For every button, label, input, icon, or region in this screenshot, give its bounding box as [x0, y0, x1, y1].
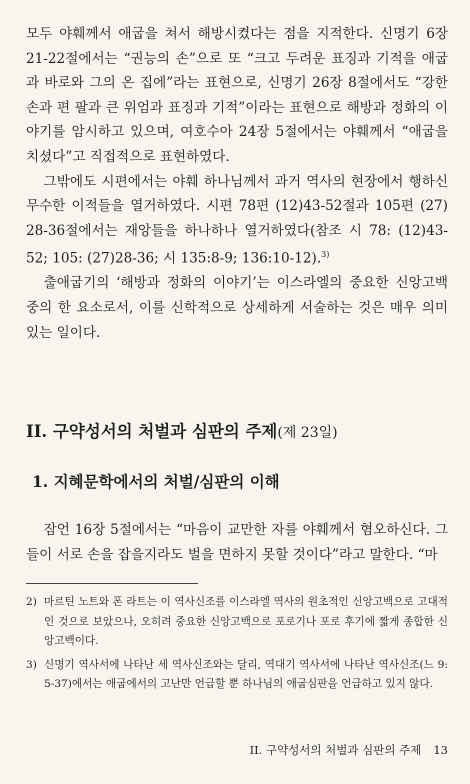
section-title-suffix: (제 23일) [277, 425, 338, 441]
section-heading [26, 418, 448, 442]
body-text [26, 22, 448, 345]
footnote-2 [26, 593, 448, 652]
subsection-heading: 1. 지혜문학에서의 처벌/심판의 이해 [32, 472, 280, 491]
paragraph-4-text-b: ”라고 말한다. “마 [332, 546, 438, 563]
footnote-text: 신명기 역사서에 나타난 세 역사신조와는 달리, 역대기 역사서에 나타난 역사신조(느 9: 5-37)에서는 애굽에서의 고난만 언급할 뿐 하나님의 애굽심판을 언급하고 있지 않다. [44, 658, 448, 690]
paragraph-3: 출애굽기의 ‘해방과 정화의 이야기’는 이스라엘의 중요한 신앙고백 중의 한 요소로서, 이를 신학적으로 상세하게 서술하는 것은 매우 의미 있는 일이다. [26, 275, 448, 341]
footnote-ref-3: 3) [321, 250, 330, 260]
footnote-divider [26, 583, 198, 584]
paragraph-4 [26, 518, 448, 567]
body-text-2 [26, 518, 448, 567]
page-footer [250, 742, 448, 758]
running-title: II. 구약성서의 처벌과 심판의 주제 [249, 743, 422, 757]
footnotes [26, 593, 448, 699]
footnote-number: 3) [26, 658, 37, 671]
paragraph-1: 모두 야훼께서 애굽을 쳐서 해방시켰다는 점을 지적한다. 신명기 6장 21-22절에서는 “권능의 손”으로 또 “크고 두려운 표징과 기적을 애굽과 바로와 그의 온 집에”라는 표현으로, 신명기 26장 8절에서도 “강한 손과 편 팔과 큰 위엄과 표징과 기적”이라는 표현으로 해방과 정화의 이야기를 암시하고 있으며, 여호수아 24장 5절에서는 야훼께서 “애굽을 치셨다”고 직접적으로 표현하였다. [26, 26, 448, 165]
page-number: 13 [433, 743, 448, 757]
section-title: II. 구약성서의 처벌과 심판의 주제 [26, 422, 278, 441]
footnote-text: 마르틴 노트와 폰 라트는 이 역사신조를 이스라엘 역사의 원초적인 신앙고백으로 고대적인 것으로 보았으나, 오히려 중요한 신앙고백으로 포로기나 포로 후기에 짧게 종합한 신앙고백이다. [44, 596, 448, 647]
footnote-number: 2) [26, 596, 37, 608]
footnote-3 [26, 656, 448, 695]
paragraph-4-text-a: 잠언 16장 5절에서는 “마음이 교만한 자를 야훼께서 혐오하신다. 그들이 서로 손을 잡을지라도 벌을 면하지 못할 것이다 [26, 522, 448, 563]
paragraph-2 [26, 170, 448, 272]
paragraph-2-text: 그밖에도 시편에서는 야훼 하나님께서 과거 역사의 현장에서 행하신 무수한 이적들을 열거하였다. 시편 78편 (12)43-52절과 105편 (27) 28-36절에서는 재앙들을 하나하나 열거하였다(참조 시 78: (12)43-52; 105: (27)28-36; 시 135:8-9; 136:10-12). [26, 173, 448, 267]
